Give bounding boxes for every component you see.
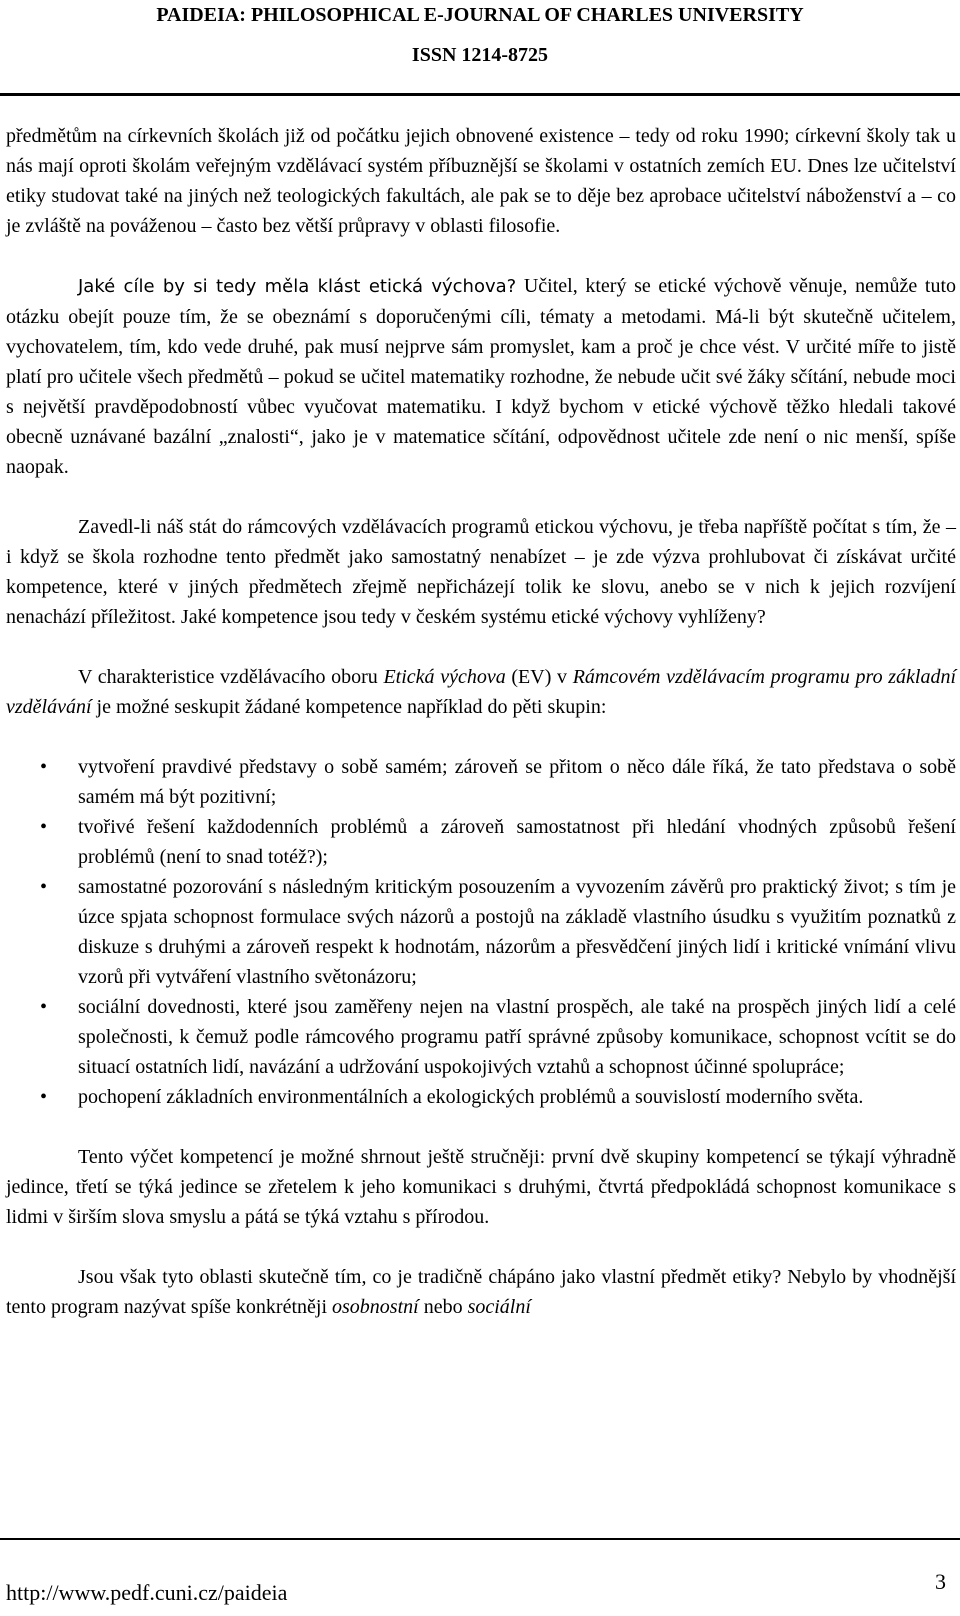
bullet-icon: •: [40, 1086, 48, 1108]
journal-title: PAIDEIA: PHILOSOPHICAL E-JOURNAL OF CHARLES UNIVERSITY: [156, 4, 804, 26]
bullet-icon: •: [40, 816, 48, 838]
paragraph-6-a: Jsou však tyto oblasti skutečně tím, co je tradičně chápáno jako vlastní předmět etiky? Nebylo by vhodnější tento program nazývat spíše konkrétněji: [6, 1266, 956, 1318]
paragraph-1: předmětům na církevních školách již od počátku jejich obnovené existence – tedy od roku 1990; církevní školy tak u nás mají oproti školám veřejným vzdělávací systém příbuznější se školami v ostatních zemích EU. Dnes lze učitelství etiky studovat také na jiných než teologických fakultách, ale pak se to děje bez aprobace učitelství náboženství a – co je zvláště na pováženou – často bez větší průpravy v oblasti filosofie.: [6, 125, 956, 237]
paragraph-3: Zavedl-li náš stát do rámcových vzdělávacích programů etickou výchovu, je třeba napříště počítat s tím, že – i když se škola rozhodne tento předmět jako samostatný nenabízet – je zde výzva prohlubovat či získávat určité kompetence, které v jiných předmětech zřejmě nepřicházejí tolik ke slovu, anebo se v nich k jejich rozvíjení nenachází příležitost. Jaké kompetence jsou tedy v českém systému etické výchovy vyhlíženy?: [6, 516, 956, 628]
bullet-icon: •: [40, 996, 48, 1018]
paragraph-6-personal: osobnostní: [332, 1296, 419, 1318]
paragraph-2: [6, 271, 956, 482]
list-item-text: pochopení základních environmentálních a ekologických problémů a souvislostí moderního světa.: [78, 1086, 864, 1108]
paragraph-5: Tento výčet kompetencí je možné shrnout ještě stručněji: první dvě skupiny kompetencí se týkají výhradně jedince, třetí se týká jedince se zřetelem k jeho komunikaci s druhými, čtvrtá předpokládá schopnost komunikace s lidmi v širším slova smyslu a pátá se týká vztahu s přírodou.: [6, 1146, 956, 1228]
paragraph-6-b: nebo: [418, 1296, 468, 1318]
footer-link[interactable]: http://www.pedf.cuni.cz/paideia: [6, 1580, 288, 1605]
list-item-text: vytvoření pravdivé představy o sobě samém; zároveň se přitom o něco dále říká, že tato představa o sobě samém má být pozitivní;: [78, 756, 956, 808]
paragraph-4-subject: Etická výchova: [383, 666, 506, 688]
list-item: [6, 1082, 956, 1112]
paragraph-2-question: Jaké cíle by si tedy měla klást etická výchova?: [78, 276, 517, 297]
header-divider: [0, 93, 960, 96]
paragraph-4-a: V charakteristice vzdělávacího oboru: [78, 666, 384, 688]
paragraph-2-text: Učitel, který se etické výchově věnuje, nemůže tuto otázku obejít pouze tím, že se obeznámí s doporučenými cíli, tématy a metodami. Má-li být skutečně učitelem, vychovatelem, tím, kdo vede druhé, pak musí nejprve sám promyslet, kam a proč je chce vést. V určité míře to jistě platí pro učitele všech předmětů – pokud se učitel matematiky rozhodne, že nebude učit své žáky sčítání, nebude moci s největší pravděpodobností vůbec vyučovat matematiku. I když bychom v etické výchově těžko hledali takové obecně uznávané bazální „znalosti“, jako je v matematice sčítání, odpovědnost učitele zde není o nic menší, spíše naopak.: [6, 275, 956, 478]
page-number: 3: [935, 1569, 946, 1594]
paragraph-6: [6, 1262, 956, 1322]
list-item-text: samostatné pozorování s následným kritickým posouzením a vyvozením závěrů pro praktický život; s tím je úzce spjata schopnost formulace svých názorů a postojů na základě vlastního úsudku s využitím poznatků z diskuze s druhými a zároveň respekt k hodnotám, názorům a přesvědčení jiných lidí i kritické vnímání vlivu vzorů při vytváření vlastního světonázoru;: [78, 876, 956, 988]
paragraph-4: [6, 662, 956, 722]
paragraph-4-b: (EV) v: [505, 666, 573, 688]
competence-list: [6, 752, 956, 1112]
journal-issn: ISSN 1214-8725: [411, 44, 549, 66]
list-item-text: sociální dovednosti, které jsou zaměřeny nejen na vlastní prospěch, ale také na prospěch jiných lidí a celé společnosti, k čemuž podle rámcového programu patří správné způsoby komunikace, schopnost vcítit se do situací ostatních lidí, navázání a udržování uspokojivých vztahů a schopnost účinné spolupráce;: [78, 996, 956, 1078]
paragraph-6-social: sociální: [467, 1296, 531, 1318]
list-item-text: tvořivé řešení každodenních problémů a zároveň samostatnost při hledání vhodných způsobů řešení problémů (není to snad totéž?);: [78, 816, 956, 868]
list-item: [6, 752, 956, 812]
list-item: [6, 992, 956, 1082]
article-body: [6, 121, 956, 1322]
page-header: [0, 0, 960, 72]
bullet-icon: •: [40, 876, 48, 898]
paragraph-4-c: je možné seskupit žádané kompetence například do pěti skupin:: [91, 696, 607, 718]
footer-divider: [0, 1538, 960, 1540]
paragraph-4-program: Rámcovém vzdělávacím programu pro základní vzdělávání: [6, 666, 957, 718]
bullet-icon: •: [40, 756, 48, 778]
list-item: [6, 812, 956, 872]
list-item: [6, 872, 956, 992]
